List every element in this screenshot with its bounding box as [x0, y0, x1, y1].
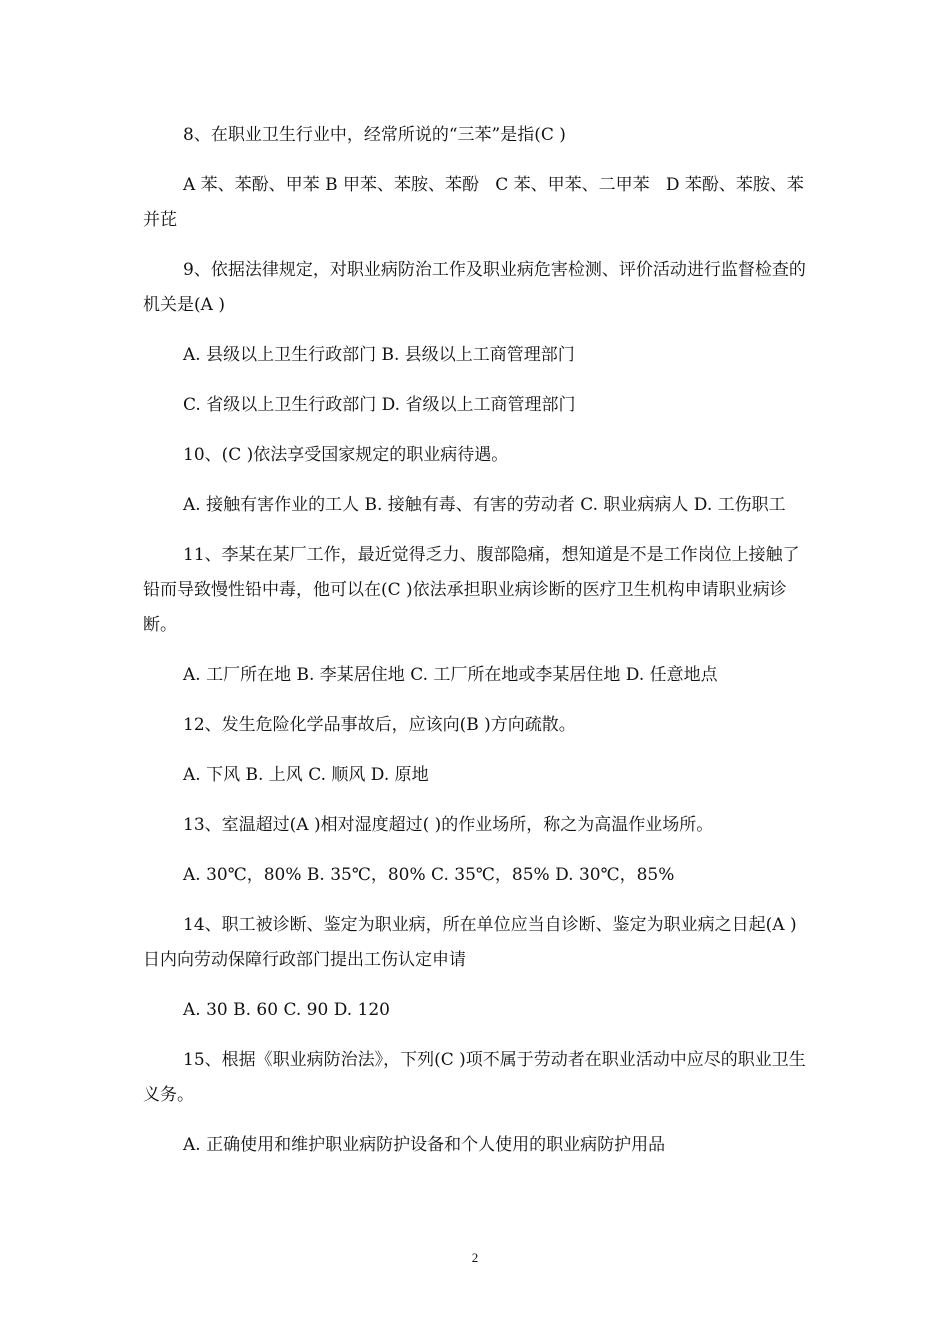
question-15: 15、根据《职业病防治法》，下列(C )项不属于劳动者在职业活动中应尽的职业卫生义务。 — [143, 1050, 806, 1105]
question-13-options: A. 30℃，80% B. 35℃，80% C. 35℃，85% D. 30℃，85% — [183, 865, 675, 885]
page-number: 2 — [471, 1250, 479, 1265]
question-14-options: A. 30 B. 60 C. 90 D. 120 — [183, 1000, 390, 1020]
question-12: 12、发生危险化学品事故后，应该向(B )方向疏散。 — [183, 715, 576, 735]
document-body — [143, 118, 813, 1178]
question-12-options: A. 下风 B. 上风 C. 顺风 D. 原地 — [183, 765, 429, 785]
question-11-options: A. 工厂所在地 B. 李某居住地 C. 工厂所在地或李某居住地 D. 任意地点 — [183, 665, 718, 685]
question-9-options-ab: A. 县级以上卫生行政部门 B. 县级以上工商管理部门 — [183, 345, 575, 365]
question-9: 9、依据法律规定，对职业病防治工作及职业病危害检测、评价活动进行监督检查的机关是(A ) — [143, 260, 806, 315]
question-8-options: A 苯、苯酚、甲苯 B 甲苯、苯胺、苯酚 C 苯、甲苯、二甲苯 D 苯酚、苯胺、苯并芘 — [143, 175, 804, 230]
question-13: 13、室温超过(A )相对湿度超过( )的作业场所，称之为高温作业场所。 — [183, 815, 714, 835]
question-9-options-cd: C. 省级以上卫生行政部门 D. 省级以上工商管理部门 — [183, 395, 576, 415]
question-8: 8、在职业卫生行业中，经常所说的“三苯”是指(C ) — [183, 125, 566, 145]
question-10-options: A. 接触有害作业的工人 B. 接触有毒、有害的劳动者 C. 职业病病人 D. 工伤职工 — [183, 495, 786, 515]
question-15-option-a: A. 正确使用和维护职业病防护设备和个人使用的职业病防护用品 — [183, 1135, 666, 1155]
question-14: 14、职工被诊断、鉴定为职业病，所在单位应当自诊断、鉴定为职业病之日起(A )日内向劳动保障行政部门提出工伤认定申请 — [143, 915, 797, 970]
question-11: 11、李某在某厂工作，最近觉得乏力、腹部隐痛，想知道是不是工作岗位上接触了铅而导致慢性铅中毒，他可以在(C )依法承担职业病诊断的医疗卫生机构申请职业病诊断。 — [143, 545, 800, 635]
question-10: 10、(C )依法享受国家规定的职业病待遇。 — [183, 445, 509, 465]
